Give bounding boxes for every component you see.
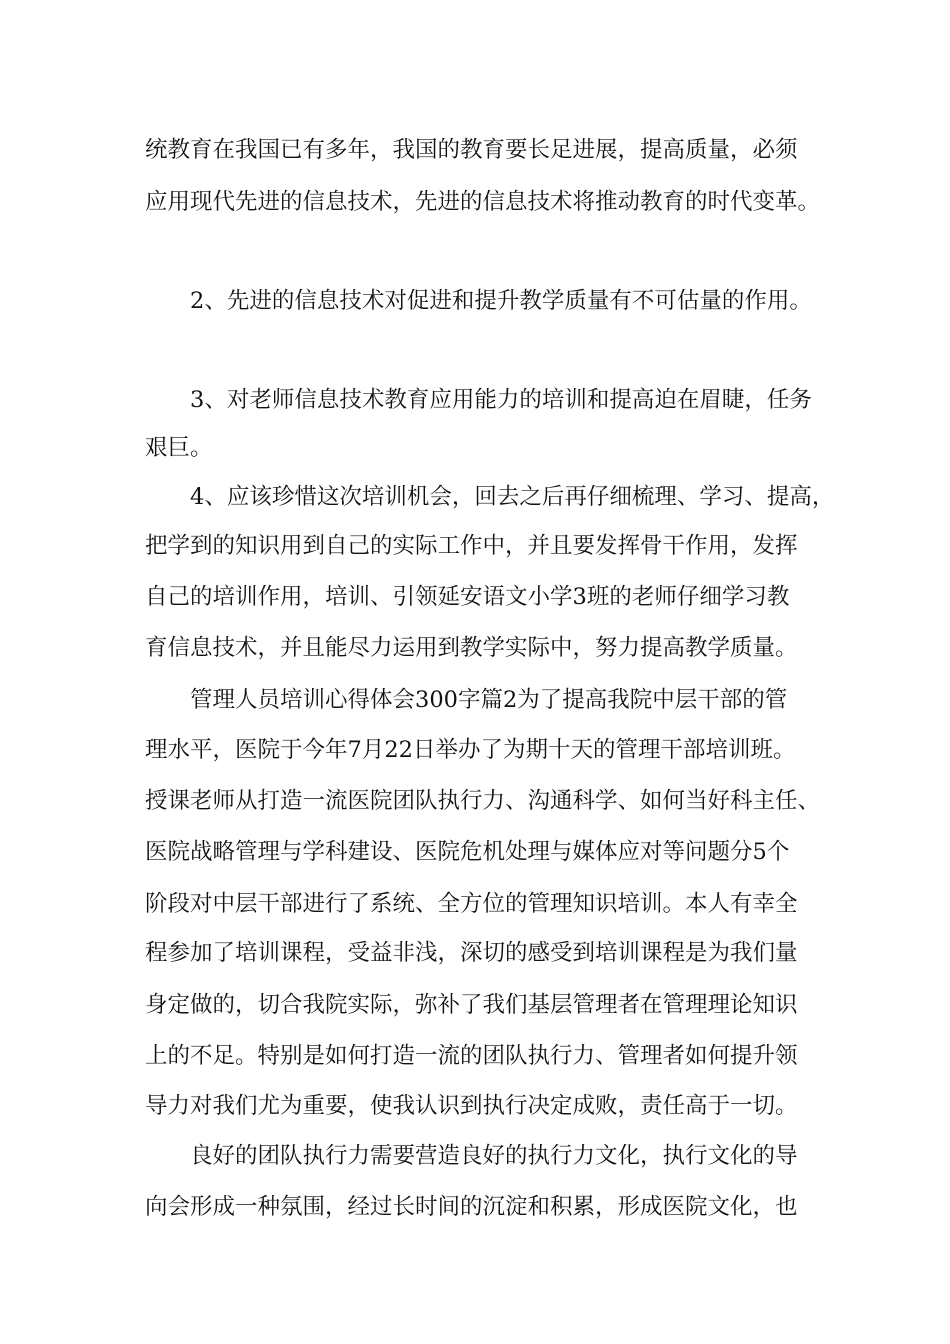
text-line: 自己的培训作用，培训、引领延安语文小学3班的老师仔细学习教 — [145, 584, 790, 610]
text-line: 统教育在我国已有多年，我国的教育要长足进展，提高质量，必须 — [145, 137, 798, 163]
text-line: 程参加了培训课程，受益非浅，深切的感受到培训课程是为我们量 — [145, 940, 798, 966]
text-line: 导力对我们尤为重要，使我认识到执行决定成败，责任高于一切。 — [145, 1093, 798, 1119]
text-line: 把学到的知识用到自己的实际工作中，并且要发挥骨干作用，发挥 — [145, 533, 798, 559]
text-line: 医院战略管理与学科建设、医院危机处理与媒体应对等问题分5个 — [145, 839, 790, 865]
text-line: 管理人员培训心得体会300字篇2为了提高我院中层干部的管 — [190, 687, 788, 713]
text-line: 3、对老师信息技术教育应用能力的培训和提高迫在眉睫，任务 — [190, 387, 812, 413]
text-line: 2、先进的信息技术对促进和提升教学质量有不可估量的作用。 — [190, 288, 812, 314]
text-line: 育信息技术，并且能尽力运用到教学实际中，努力提高教学质量。 — [145, 635, 798, 661]
text-line: 阶段对中层干部进行了系统、全方位的管理知识培训。本人有幸全 — [145, 891, 798, 917]
text-line: 4、应该珍惜这次培训机会，回去之后再仔细梳理、学习、提高， — [190, 484, 835, 510]
text-line: 艰巨。 — [145, 435, 213, 461]
text-line: 良好的团队执行力需要营造良好的执行力文化，执行文化的导 — [190, 1143, 798, 1169]
text-line: 授课老师从打造一流医院团队执行力、沟通科学、如何当好科主任、 — [145, 788, 821, 814]
text-line: 理水平，医院于今年7月22日举办了为期十天的管理干部培训班。 — [145, 737, 796, 763]
text-line: 上的不足。特别是如何打造一流的团队执行力、管理者如何提升领 — [145, 1043, 798, 1069]
text-line: 向会形成一种氛围，经过长时间的沉淀和积累，形成医院文化，也 — [145, 1194, 798, 1220]
text-line: 身定做的，切合我院实际，弥补了我们基层管理者在管理理论知识 — [145, 992, 798, 1018]
text-line: 应用现代先进的信息技术，先进的信息技术将推动教育的时代变革。 — [145, 189, 821, 215]
